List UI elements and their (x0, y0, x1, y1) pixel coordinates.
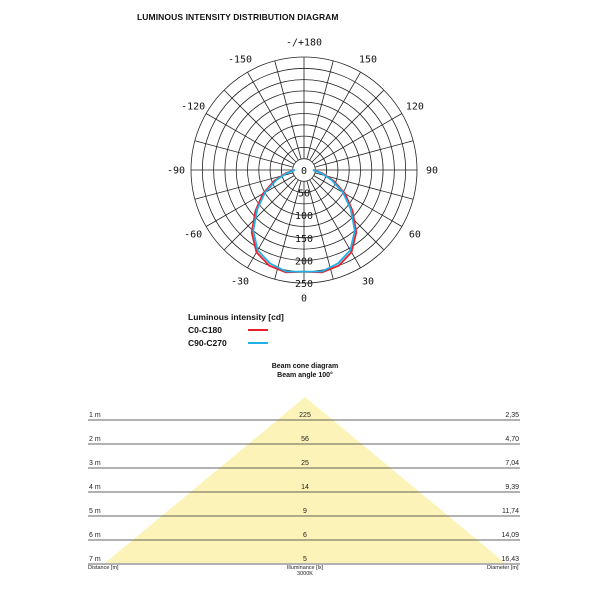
radial-tick-label: 250 (294, 279, 314, 290)
illuminance-label: 6 (303, 532, 307, 539)
distance-label: 1 m (89, 412, 101, 419)
angle-tick-label: -30 (230, 276, 250, 288)
distance-label: 3 m (89, 460, 101, 467)
diameter-label: 16,43 (501, 556, 519, 563)
diameter-label: 4,70 (505, 436, 519, 443)
chart-title: LUMINOUS INTENSITY DISTRIBUTION DIAGRAM (137, 12, 339, 22)
distance-label: 6 m (89, 532, 101, 539)
angle-tick-label: -120 (181, 101, 206, 113)
legend-label: C0-C180 (188, 324, 223, 335)
angle-tick-label: 120 (405, 101, 424, 113)
illuminance-label: 5 (303, 556, 307, 563)
legend-label: C90-C270 (188, 337, 227, 348)
angle-tick-label: 0 (300, 293, 308, 305)
radial-tick-label: 100 (294, 211, 314, 223)
angle-tick-label: 90 (425, 165, 439, 177)
footer-diameter: Diameter [m] (487, 565, 519, 571)
radial-tick-label: 200 (294, 256, 314, 268)
footer-distance: Distance [m] (88, 565, 119, 571)
cone-subtitle-text: Beam angle 100° (277, 372, 333, 379)
radial-tick-label: 150 (294, 233, 314, 245)
distance-label: 2 m (89, 436, 101, 443)
diameter-label: 7,04 (505, 460, 519, 467)
illuminance-label: 56 (301, 436, 309, 443)
angle-tick-label: 150 (358, 54, 378, 66)
footer-cct: 3000K (297, 571, 313, 577)
angle-tick-label: 30 (361, 276, 375, 288)
radial-tick-label: 0 (300, 166, 308, 177)
angle-tick-label: -/+180 (285, 37, 323, 49)
footer-illuminance-text: Illuminance [lx] (286, 565, 324, 571)
angle-tick-label: -90 (166, 165, 186, 177)
diameter-label: 11,74 (502, 508, 519, 515)
distance-label: 4 m (89, 484, 101, 491)
distance-label: 7 m (89, 556, 101, 563)
diameter-label: 14,09 (501, 532, 519, 539)
angle-tick-label: -60 (184, 229, 203, 241)
angle-tick-label: -150 (227, 54, 253, 66)
footer-illuminance (282, 565, 328, 577)
distance-label: 5 m (89, 508, 101, 515)
diameter-label: 9,39 (505, 484, 519, 491)
illuminance-label: 25 (301, 460, 309, 467)
radial-tick-label: 50 (297, 188, 311, 200)
diameter-label: 2,35 (505, 412, 519, 419)
illuminance-label: 225 (299, 412, 311, 419)
legend-title-text: Luminous intensity [cd] (188, 311, 284, 322)
illuminance-label: 9 (303, 508, 307, 515)
cone-title-text: Beam cone diagram (271, 363, 339, 370)
illuminance-label: 14 (301, 484, 309, 491)
angle-tick-label: 60 (408, 229, 421, 241)
